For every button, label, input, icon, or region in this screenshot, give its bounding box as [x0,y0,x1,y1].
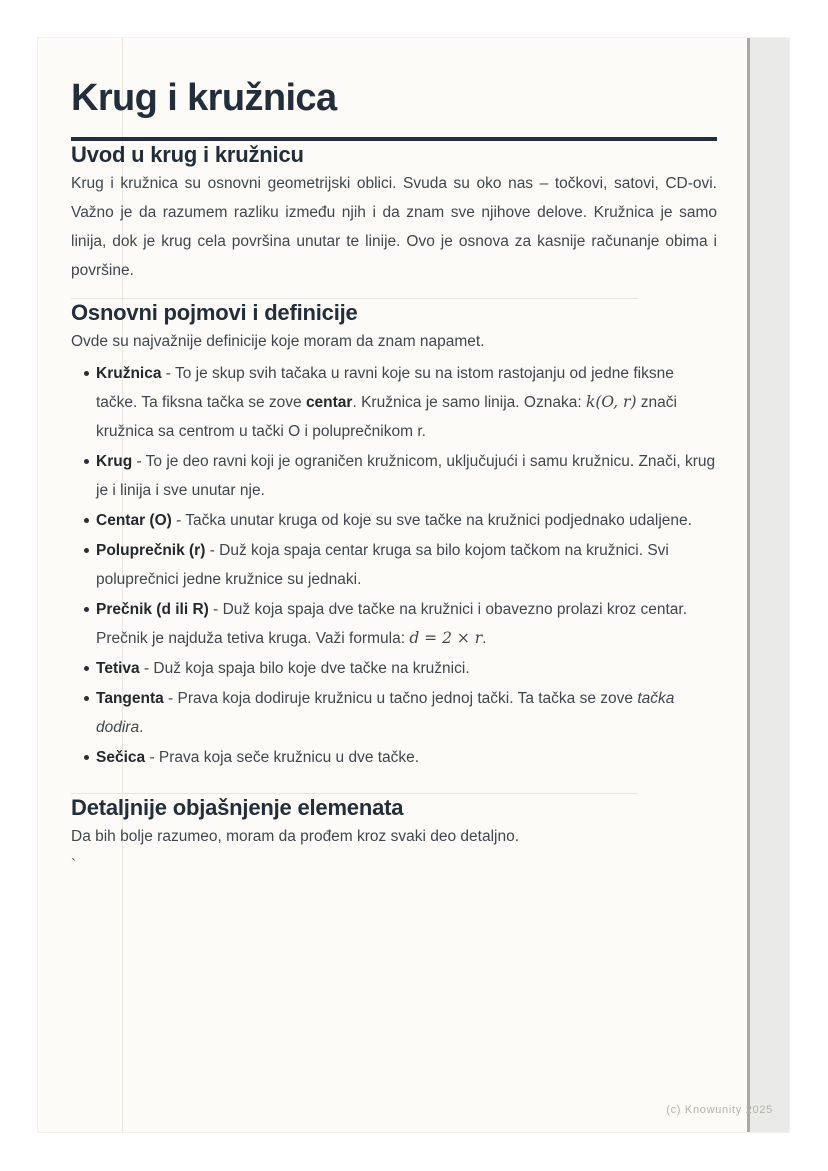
copyright-note: (c) Knowunity 2025 [666,1104,773,1116]
definition-segment-italic: tačka dodira [96,690,675,736]
detail-paragraph: Da bih bolje razumeo, moram da prođem kroz svaki deo detaljno. [71,828,520,845]
section-heading-pojmovi: Osnovni pojmovi i definicije [71,300,358,325]
definition-segment-normal: - Duž koja spaja dve tačke na kružnici i obavezno prolazi kroz centar. Prečnik je najduža tetiva kruga. Važi formula: [96,601,687,647]
definition-segment-math: k(O, r) [585,393,637,411]
definition-segment-normal: - To je deo ravni koji je ograničen kružnicom, uključujući i samu kružnicu. Znači, krug je i linija i sve unutar nje. [96,453,716,499]
section-heading-uvod: Uvod u krug i kružnicu [71,142,304,167]
definition-segment-normal: - Tačka unutar kruga od koje su sve tačke na kružnici podjednako udaljene. [171,512,692,529]
definition-segment-bold: centar [305,394,353,411]
definition-item [71,743,717,772]
definition-item [71,447,717,505]
definition-segment-bold: Krug [96,453,133,470]
definition-segment-bold: Tangenta [96,690,164,707]
definition-segment-normal: - Prava koja seče kružnicu u dve tačke. [145,749,420,766]
definition-item [71,595,717,653]
definition-item [71,536,717,594]
definition-segment-normal: . [482,630,487,647]
document-page [37,37,790,1133]
definition-item [71,506,717,535]
definition-segment-normal: - Prava koja dodiruje kružnicu u tačno jednoj tački. Ta tačka se zove [163,690,638,707]
definition-segment-bold: Sečica [96,749,146,766]
definition-segment-normal: - To je skup svih tačaka u ravni koje su na istom rastojanju od jedne fiksne tačke. Ta fiksna tačka se zove [96,365,674,411]
definitions-list [71,359,717,772]
definition-item [71,684,717,742]
stray-backtick: ` [71,857,77,874]
definition-segment-bold: Kružnica [96,365,162,382]
definition-item [71,359,717,446]
definition-segment-normal: - Duž koja spaja centar kruga sa bilo kojom tačkom na kružnici. Svi poluprečnici jedne kružnice su jednaki. [96,542,669,588]
definition-item [71,654,717,683]
document-content [38,38,789,880]
definition-segment-bold: Prečnik (d ili R) [96,601,209,618]
definition-segment-bold: Centar (O) [96,512,172,529]
definitions-intro: Ovde su najvažnije definicije koje moram da znam napamet. [71,333,485,350]
intro-paragraph: Krug i kružnica su osnovni geometrijski oblici. Svuda su oko nas – točkovi, satovi, CD-ovi. Važno je da razumem razliku između njih i da znam sve njihove delove. Kružnica je samo linija, dok je krug cela površina unutar te linije. Ovo je osnova za kasnije računanje obima i površine. [71,175,717,279]
definition-segment-bold: Tetiva [96,660,140,677]
page-title: Krug i kružnica [71,77,337,119]
definition-segment-normal: . [139,719,144,736]
definition-segment-normal: . Kružnica je samo linija. Oznaka: [352,394,586,411]
definition-segment-normal: - Duž koja spaja bilo koje dve tačke na kružnici. [139,660,470,677]
definition-segment-math: d = 2 × r [409,629,483,647]
definition-segment-normal: znači kružnica sa centrom u tački O i poluprečnikom r. [96,394,677,440]
definition-segment-bold: Poluprečnik (r) [96,542,206,559]
section-heading-detaljnije: Detaljnije objašnjenje elemenata [71,795,404,820]
